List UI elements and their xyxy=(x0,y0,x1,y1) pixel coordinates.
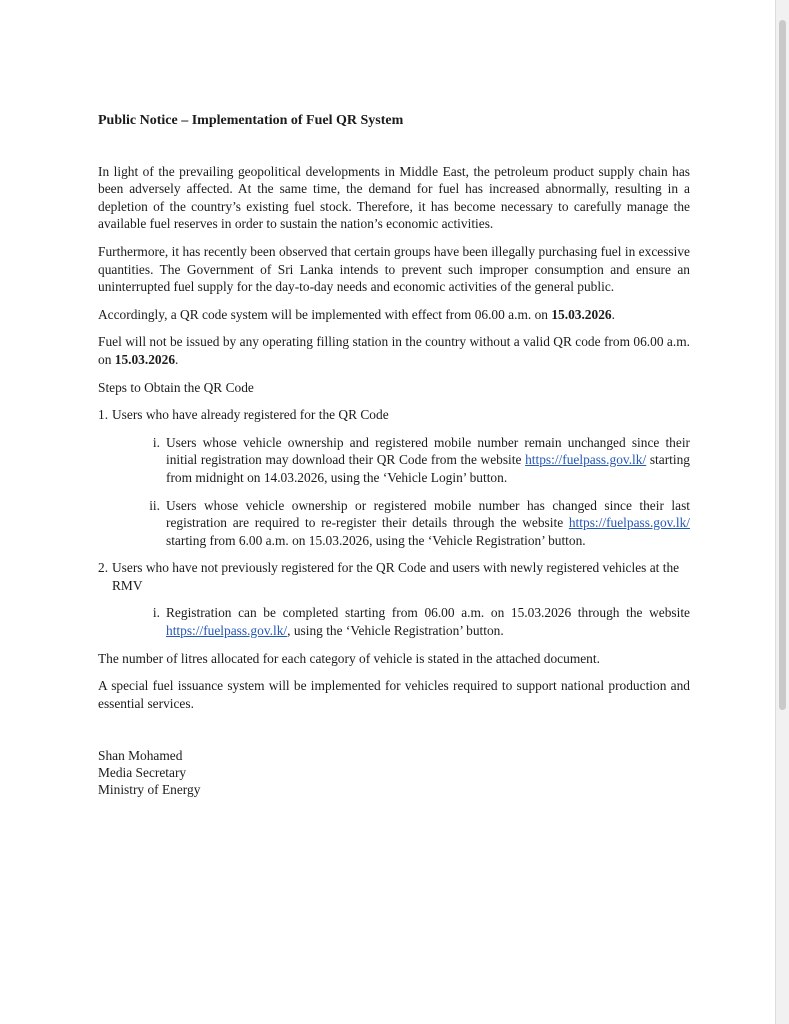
signature-block xyxy=(98,748,690,798)
fuelpass-link[interactable]: https://fuelpass.gov.lk/ xyxy=(166,623,288,639)
paragraph-context: In light of the prevailing geopolitical developments in Middle East, the petroleum product supply chain has been adversely affected. At the same time, the demand for fuel has increased abnormally, resulting in a depletion of the country’s existing fuel stock. Therefore, it has become necessary to carefully manage the available fuel reserves in order to sustain the nation’s economic activities. xyxy=(98,163,690,232)
step-1-ii-text-b: starting from 6.00 a.m. on 15.03.2026, using the ‘Vehicle Registration’ button. xyxy=(166,532,586,548)
scrollbar-thumb[interactable] xyxy=(779,20,786,710)
step-1-i xyxy=(142,434,690,487)
steps-heading: Steps to Obtain the QR Code xyxy=(98,379,254,395)
fuelpass-link[interactable]: https://fuelpass.gov.lk/ xyxy=(568,515,690,531)
step-1-i-text-a: Users whose vehicle ownership and registered mobile number remain unchanged since their initial registration may download their QR Code from the website xyxy=(166,434,690,468)
step-1-ii xyxy=(142,497,690,550)
step-2-i-text-a: Registration can be completed starting from 06.00 a.m. on 15.03.2026 through the website xyxy=(166,605,690,621)
step-1-i-number: i. xyxy=(152,434,160,450)
signatory-name: Shan Mohamed xyxy=(98,748,183,764)
no-fuel-text: Fuel will not be issued by any operating filling station in the country without a valid QR code from 06.00 a.m. on xyxy=(98,334,690,367)
no-fuel-end: . xyxy=(175,351,179,367)
implementation-end: . xyxy=(611,306,615,322)
step-2-number: 2. xyxy=(98,560,109,576)
step-1-ii-number: ii. xyxy=(149,497,160,513)
paragraph-no-fuel-without-qr xyxy=(98,333,690,368)
fuelpass-link[interactable]: https://fuelpass.gov.lk/ xyxy=(525,452,647,468)
step-2-i xyxy=(142,604,690,639)
step-2-i-text xyxy=(166,604,690,639)
notice-body xyxy=(98,112,690,799)
step-1-ii-text-a: Users whose vehicle ownership or registered mobile number has changed since their last registration are required to re-register their details through the website xyxy=(166,497,690,531)
signatory-org: Ministry of Energy xyxy=(98,782,201,798)
step-2-i-text-b: , using the ‘Vehicle Registration’ button. xyxy=(287,623,504,639)
step-2 xyxy=(98,559,690,594)
step-1-text: Users who have already registered for the QR Code xyxy=(112,407,389,423)
no-fuel-date: 15.03.2026 xyxy=(114,351,176,367)
step-2-i-number: i. xyxy=(152,605,160,621)
signatory-role: Media Secretary xyxy=(98,765,187,781)
paragraph-litres: The number of litres allocated for each category of vehicle is stated in the attached document. xyxy=(98,650,600,666)
step-1-i-text-b: starting from midnight on 14.03.2026, using the ‘Vehicle Login’ button. xyxy=(166,452,690,485)
paragraph-implementation xyxy=(98,306,690,324)
step-1-i-text xyxy=(166,434,690,487)
paragraph-special-system: A special fuel issuance system will be implemented for vehicles required to support national production and essential services. xyxy=(98,678,690,711)
step-2-text: Users who have not previously registered for the QR Code and users with newly registered vehicles at the RMV xyxy=(112,560,680,593)
vertical-scrollbar[interactable] xyxy=(775,0,789,1024)
step-1-number: 1. xyxy=(98,407,109,423)
notice-title: Public Notice – Implementation of Fuel QR System xyxy=(98,113,404,128)
step-1 xyxy=(98,406,690,424)
implementation-text: Accordingly, a QR code system will be implemented with effect from 06.00 a.m. on xyxy=(98,306,552,322)
paragraph-illegal-purchase: Furthermore, it has recently been observed that certain groups have been illegally purchasing fuel in excessive quantities. The Government of Sri Lanka intends to prevent such improper consumption and ensure an uninterrupted fuel supply for the day-to-day needs and economic activities of the general public. xyxy=(98,243,690,295)
implementation-date: 15.03.2026 xyxy=(551,306,612,322)
step-1-ii-text xyxy=(166,497,690,550)
